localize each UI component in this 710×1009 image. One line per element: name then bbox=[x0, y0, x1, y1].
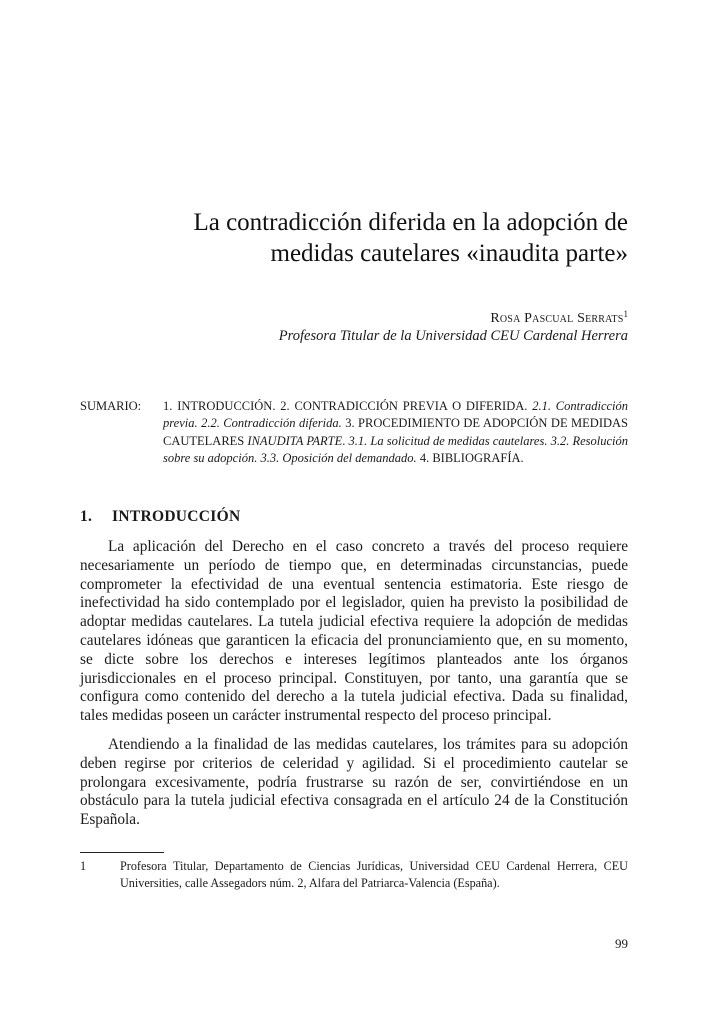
footnote-divider bbox=[80, 852, 164, 853]
section-heading bbox=[80, 508, 240, 526]
summary-item-4: 3.1. La solicitud de medidas cautelares. 3.2. Resolución sobre su adopción. 3.3. Oposición del demandado. bbox=[163, 433, 629, 465]
author-affiliation: Profesora Titular de la Universidad CEU Cardenal Herrera bbox=[278, 328, 628, 344]
summary-item-3: 3. PROCEDIMIENTO DE ADOPCIÓN DE MEDIDAS CAUTELARES bbox=[163, 416, 628, 448]
section-body bbox=[80, 538, 628, 840]
summary-item-3-emph: INAUDITA PARTE bbox=[247, 433, 343, 448]
summary-item-5: 4. BIBLIOGRAFÍA. bbox=[419, 450, 524, 465]
title-line-1: La contradicción diferida en la adopción de bbox=[193, 209, 628, 236]
title-line-2: medidas cautelares «inaudita parte» bbox=[270, 240, 628, 267]
section-title: INTRODUCCIÓN bbox=[112, 508, 241, 525]
author-name: Rosa Pascual Serrats bbox=[490, 311, 624, 326]
article-title bbox=[100, 207, 628, 269]
footnote-number: 1 bbox=[80, 859, 87, 873]
summary-item-3-end: . bbox=[342, 433, 346, 448]
section-number: 1. bbox=[80, 508, 93, 525]
summary-block bbox=[80, 398, 628, 467]
page-number: 99 bbox=[615, 936, 628, 951]
summary-text bbox=[163, 398, 628, 467]
body-paragraph: La aplicación del Derecho en el caso concreto a través del proceso requiere necesariamente un período de tiempo que, en determinadas circunstancias, puede comprometer la efectividad de una eventual sentencia estimatoria. Este riesgo de inefectividad ha sido contemplado por el legislador, quien ha previsto la posibilidad de adoptar medidas cautelares. La tutela judicial efectiva requiere la adopción de medidas cautelares idóneas que garanticen la eficacia del pronunciamiento que, en su momento, se dicte sobre los derechos e intereses legítimos planteados ante los órganos jurisdiccionales en el proceso principal. Constituyen, por tanto, una garantía que se configura como contenido del derecho a la tutela judicial efectiva. Dada su finalidad, tales medidas poseen un carácter instrumental respecto del proceso principal. bbox=[80, 538, 628, 725]
summary-item-2: 2.1. Contradicción previa. 2.2. Contradicción diferida. bbox=[163, 399, 629, 431]
author-footnote-ref[interactable]: 1 bbox=[623, 309, 628, 319]
summary-label: SUMARIO: bbox=[80, 399, 142, 413]
summary-item-1: 1. INTRODUCCIÓN. 2. CONTRADICCIÓN PREVIA O DIFERIDA. bbox=[163, 399, 528, 413]
footnote bbox=[80, 858, 628, 891]
footnote-text: Profesora Titular, Departamento de Ciencias Jurídicas, Universidad CEU Cardenal Herrera, CEU Universities, calle Assegadors núm. 2, Alfara del Patriarca-Valencia (España). bbox=[120, 859, 628, 890]
body-paragraph: Atendiendo a la finalidad de las medidas cautelares, los trámites para su adopción deben regirse por criterios de celeridad y agilidad. Si el procedimiento cautelar se prolongara excesivamente, podría frustrarse su razón de ser, convirtiéndose en un obstáculo para la tutela judicial efectiva consagrada en el artículo 24 de la Constitución Española. bbox=[80, 735, 628, 829]
